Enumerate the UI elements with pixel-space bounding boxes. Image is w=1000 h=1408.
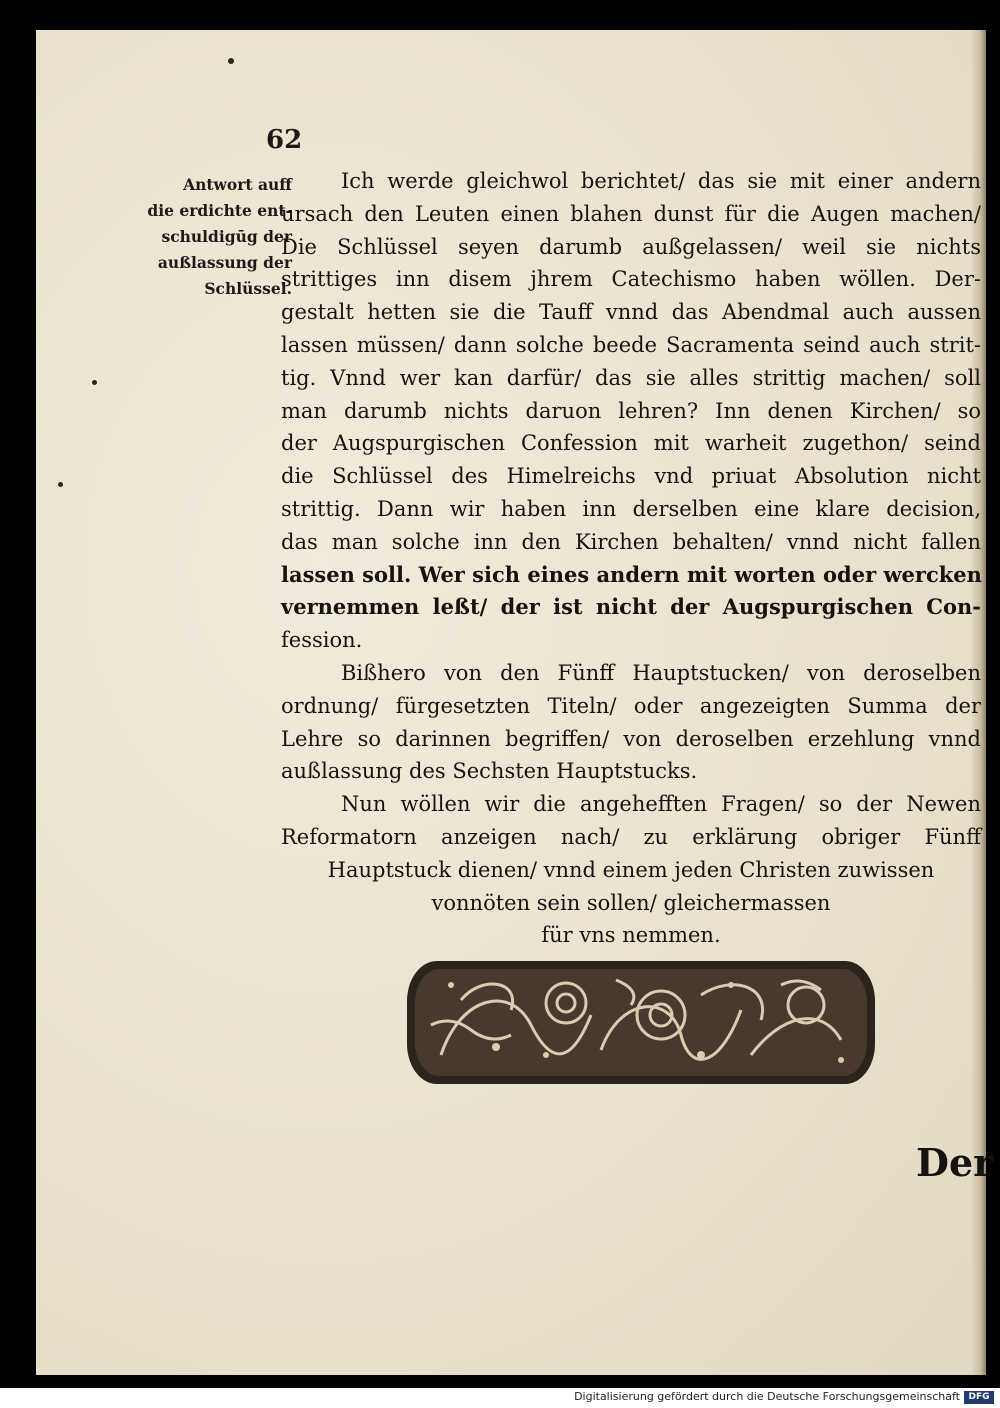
text-line: der Augspurgischen Confession mit warheit zugethon/ seind <box>281 431 981 456</box>
text-line: Bißhero von den Fünff Hauptstucken/ von deroselben <box>341 660 981 685</box>
text-line: ursach den Leuten einen blahen dunst für die Augen machen/ <box>281 201 981 226</box>
ink-speck <box>228 58 234 64</box>
marginal-note-line: schuldigūg der <box>161 227 292 246</box>
text-line: Nun wöllen wir die angehefften Fragen/ so der Newen <box>341 792 981 817</box>
text-line: strittiges inn disem jhrem Catechismo haben wöllen. Der- <box>281 267 981 292</box>
page-number: 62 <box>266 125 303 155</box>
text-line: außlassung des Sechsten Hauptstucks. <box>281 759 698 784</box>
ink-speck <box>58 482 63 487</box>
text-line: gestalt hetten sie die Tauff vnnd das Abendmal auch aussen <box>281 300 981 325</box>
marginal-note-line: die erdichte ent- <box>147 201 292 220</box>
text-line: vonnöten sein sollen/ gleichermassen <box>431 890 831 915</box>
text-line: lassen müssen/ dann solche beede Sacramenta seind auch strit- <box>281 332 981 357</box>
credit-bar <box>0 1388 1000 1408</box>
body-text <box>281 165 981 952</box>
marginal-note-line: Schlüssel. <box>204 279 292 298</box>
woodcut-ornament-icon <box>401 955 881 1090</box>
text-line: Lehre so darinnen begriffen/ von deroselben erzehlung vnnd <box>281 726 981 751</box>
text-line: man darumb nichts daruon lehren? Inn denen Kirchen/ so <box>281 398 981 423</box>
ink-speck <box>92 380 97 385</box>
marginal-note-line: außlassung der <box>157 253 292 272</box>
dfg-logo-icon: DFG <box>964 1391 994 1404</box>
book-page <box>36 30 994 1375</box>
text-line: fession. <box>281 628 363 653</box>
text-line: für vns nemmen. <box>541 923 721 948</box>
text-line: die Schlüssel des Himelreichs vnd priuat Absolution nicht <box>281 464 981 489</box>
text-line: ordnung/ fürgesetzten Titeln/ oder angezeigten Summa der <box>281 693 981 718</box>
text-line: strittig. Dann wir haben inn derselben eine klare decision, <box>281 496 981 521</box>
marginal-note <box>112 172 292 302</box>
text-line: tig. Vnnd wer kan darfür/ das sie alles strittig machen/ soll <box>281 365 981 390</box>
text-line: das man solche inn den Kirchen behalten/ vnnd nicht fallen <box>281 529 981 554</box>
text-line: vernemmen leßt/ der ist nicht der Augspurgischen Con- <box>281 594 981 620</box>
text-line: lassen soll. Wer sich eines andern mit worten oder wercken <box>281 561 982 587</box>
digitization-credit: Digitalisierung gefördert durch die Deutsche Forschungsgemeinschaft <box>574 1390 960 1403</box>
text-line: Die Schlüssel seyen darumb außgelassen/ weil sie nichts <box>281 234 981 259</box>
marginal-note-line: Antwort auff <box>183 175 292 194</box>
catchword: Der <box>916 1140 994 1185</box>
text-line: Hauptstuck dienen/ vnnd einem jeden Christen zuwissen <box>327 857 935 882</box>
text-line: Ich werde gleichwol berichtet/ das sie mit einer andern <box>341 169 981 193</box>
text-line: Reformatorn anzeigen nach/ zu erklärung obriger Fünff <box>281 824 981 849</box>
